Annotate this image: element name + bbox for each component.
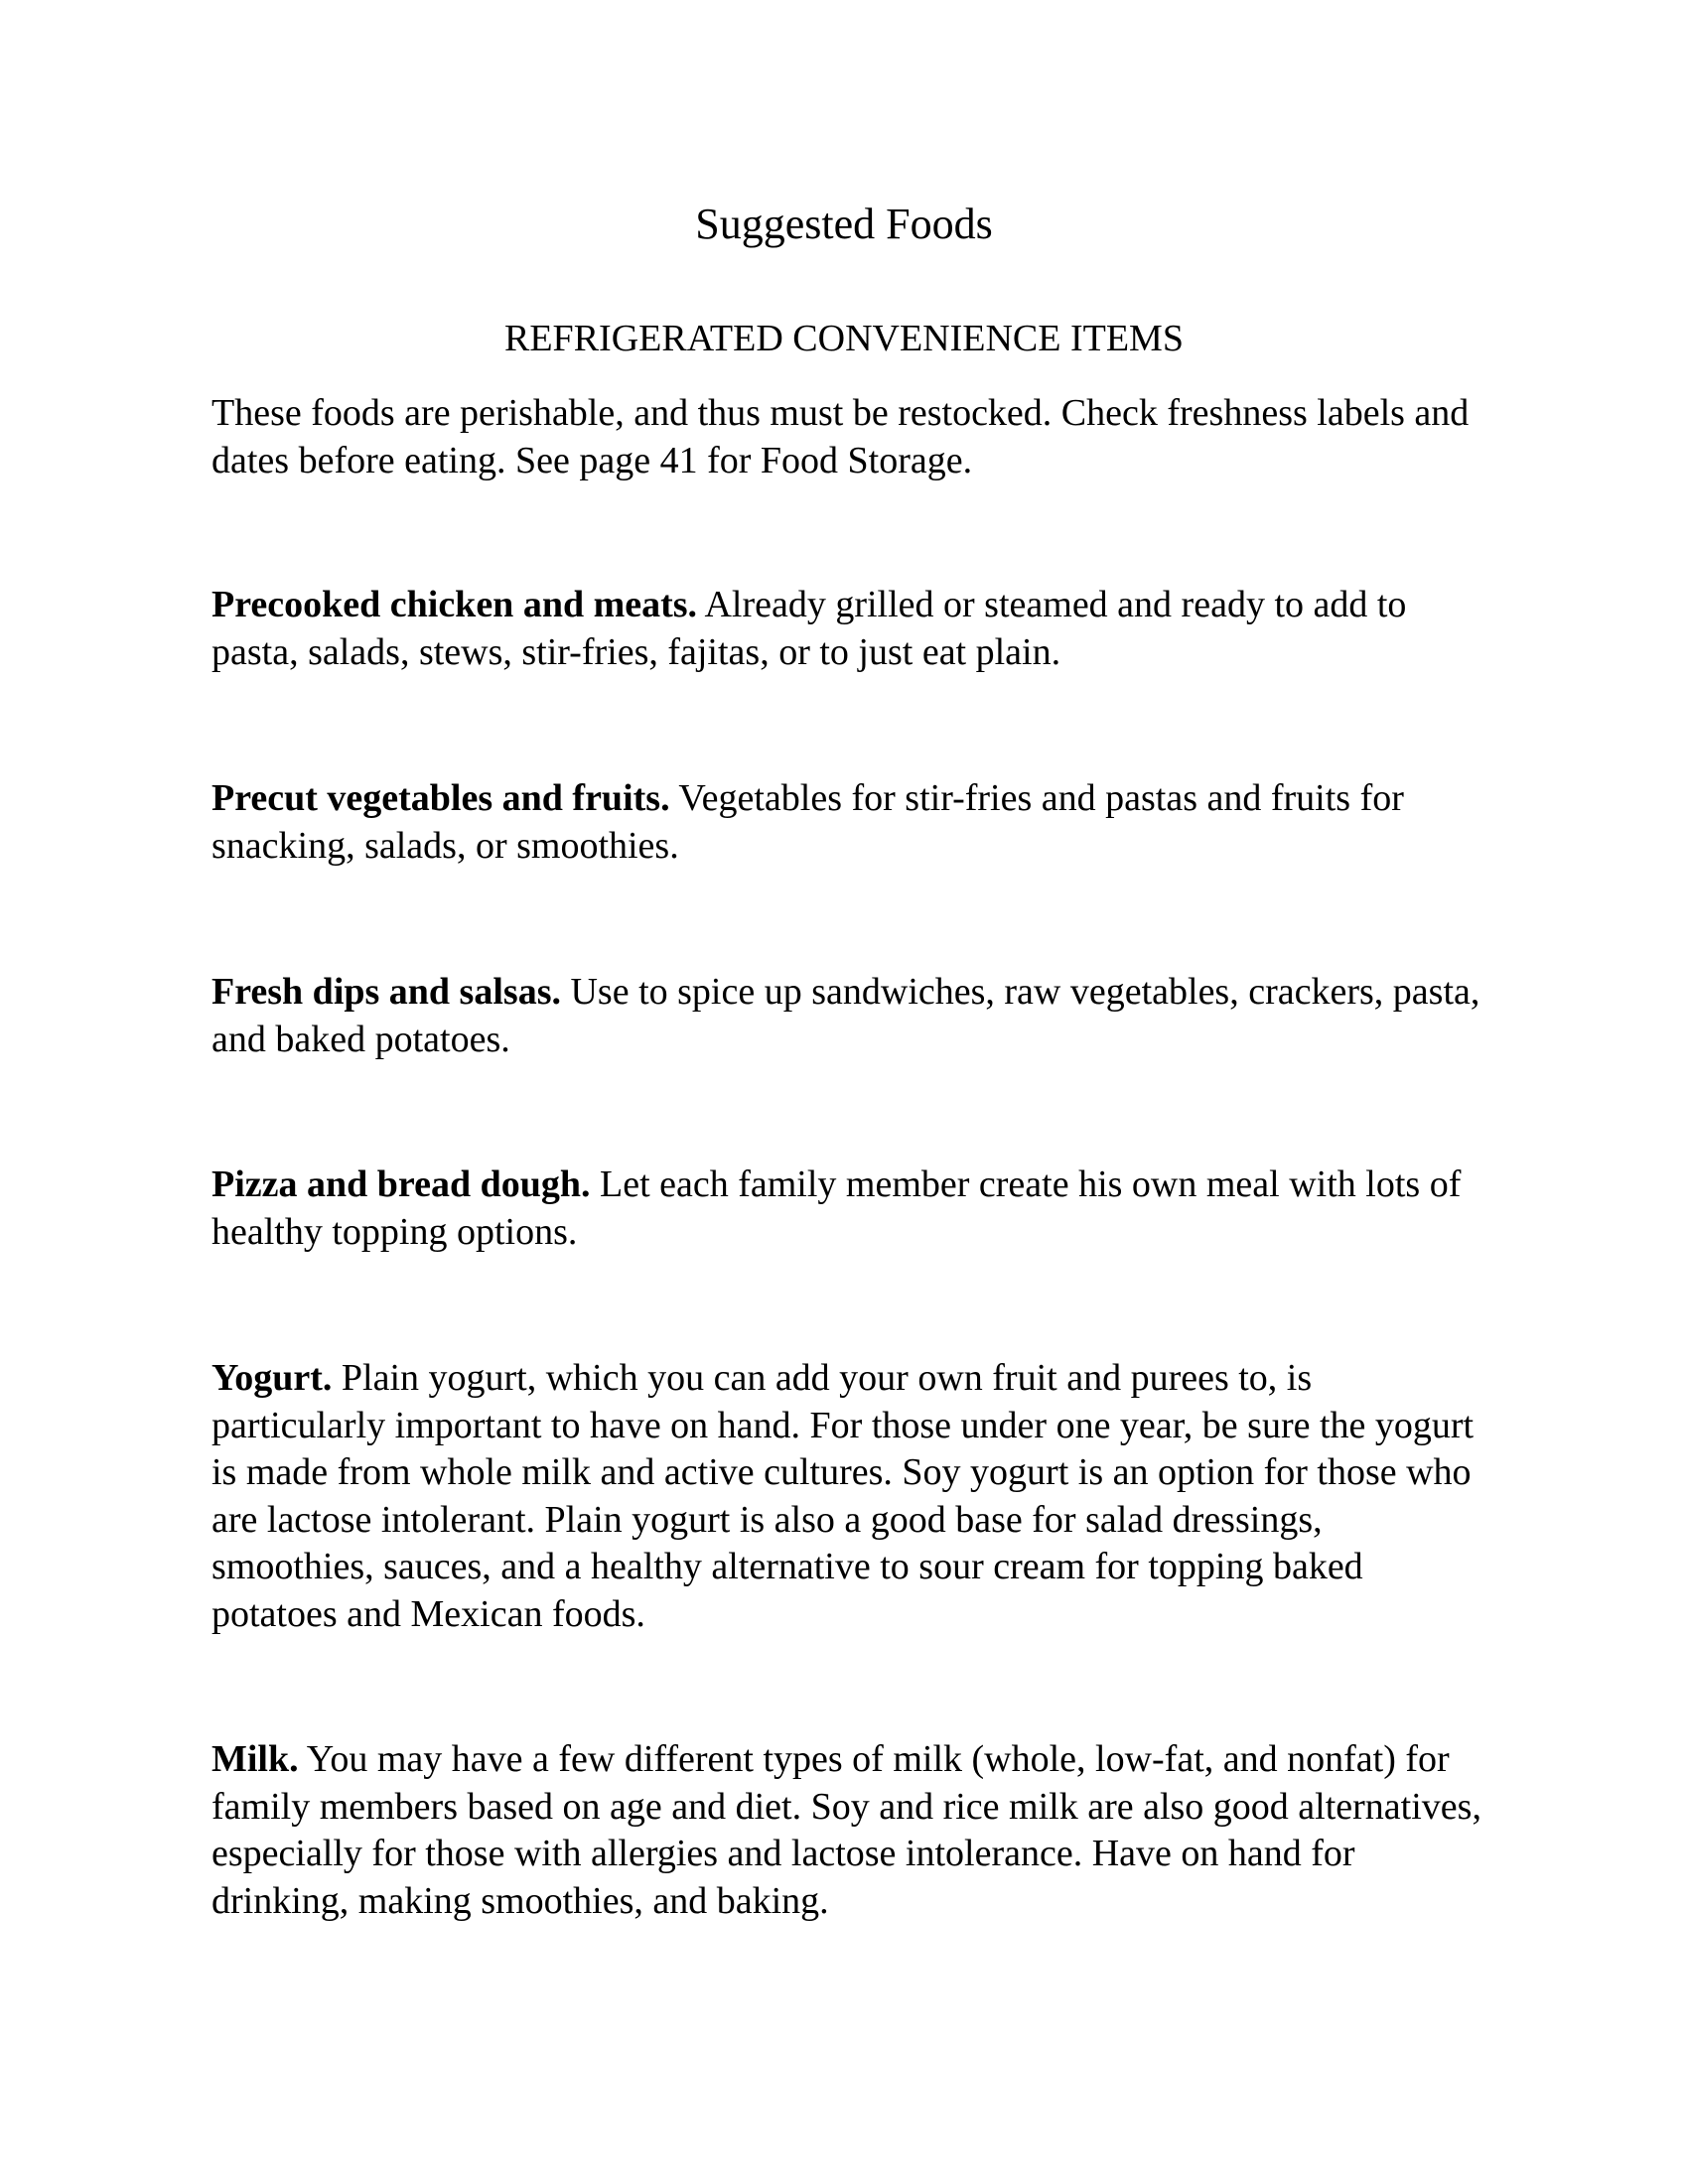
food-item-precut-produce <box>211 775 1492 870</box>
food-item-term: Fresh dips and salsas. <box>211 971 561 1013</box>
food-item-pizza-dough <box>211 1161 1492 1256</box>
intro-paragraph: These foods are perishable, and thus must be restocked. Check freshness labels and dates before eating. See page 41 for Food Storage. <box>211 392 1470 481</box>
food-item-yogurt <box>211 1355 1492 1639</box>
food-item-term: Milk. <box>211 1738 299 1780</box>
food-item-term: Yogurt. <box>211 1357 333 1399</box>
food-item-precooked-meats <box>211 582 1492 676</box>
page-title: Suggested Foods <box>695 200 993 248</box>
food-item-description: Already grilled or steamed and ready to add to pasta, salads, stews, stir-fries, fajitas, or to just eat plain. <box>211 584 1407 673</box>
food-item-description: Plain yogurt, which you can add your own fruit and purees to, is particularly important to have on hand. For those under one year, be sure the yogurt is made from whole milk and active cultures. Soy yogurt is an option for those who are lactose intolerant. Plain yogurt is also a good base for salad dressings, smoothies, sauces, and a healthy alternative to sour cream for topping baked potatoes and Mexican foods. <box>211 1357 1475 1635</box>
food-item-description: Vegetables for stir-fries and pastas and fruits for snacking, salads, or smoothies. <box>211 777 1404 867</box>
food-item-description: Use to spice up sandwiches, raw vegetables, crackers, pasta, and baked potatoes. <box>211 971 1480 1060</box>
food-item-milk <box>211 1736 1492 1925</box>
food-item-term: Pizza and bread dough. <box>211 1163 591 1205</box>
food-item-description: You may have a few different types of milk (whole, low-fat, and nonfat) for family members based on age and diet. Soy and rice milk are also good alternatives, especially for those with allergies and lactose intolerance. Have on hand for drinking, making smoothies, and baking. <box>211 1738 1481 1922</box>
section-heading: REFRIGERATED CONVENIENCE ITEMS <box>504 318 1184 359</box>
food-item-term: Precooked chicken and meats. <box>211 584 698 625</box>
food-item-description: Let each family member create his own meal with lots of healthy topping options. <box>211 1163 1462 1253</box>
food-item-dips-salsas <box>211 969 1492 1063</box>
food-item-term: Precut vegetables and fruits. <box>211 777 670 819</box>
